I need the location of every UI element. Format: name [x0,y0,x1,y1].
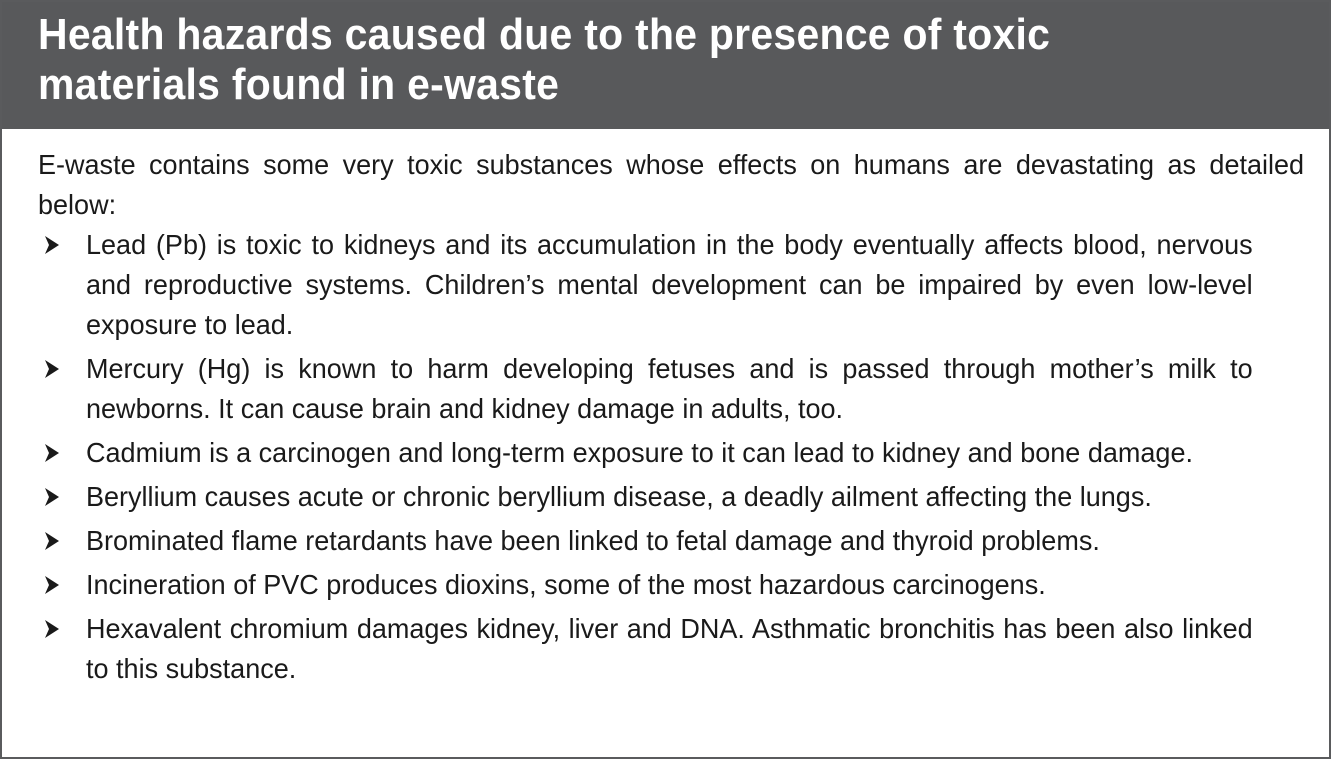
list-item-text: Incineration of PVC produces dioxins, some of the most hazardous carcinogens. [86,569,1046,600]
list-item [38,433,1295,473]
title-line-1: Health hazards caused due to the presence of toxic [38,10,1051,59]
list-item-text: Beryllium causes acute or chronic beryllium disease, a deadly ailment affecting the lungs. [86,481,1152,512]
box-title [38,10,1239,110]
arrow-bullet-icon [38,433,86,473]
arrow-bullet-icon [38,349,86,389]
box-content [2,129,1329,689]
list-item [38,565,1295,605]
list-item [38,477,1295,517]
list-item-text: Brominated flame retardants have been linked to fetal damage and thyroid problems. [86,525,1100,556]
list-item-text: Mercury (Hg) is known to harm developing fetuses and is passed through mother’s milk to newborns. It can cause brain and kidney damage in adults, too. [86,353,1253,424]
list-item-text: Cadmium is a carcinogen and long-term exposure to it can lead to kidney and bone damage. [86,437,1193,468]
arrow-bullet-icon [38,477,86,517]
list-item [38,521,1295,561]
list-item-text: Hexavalent chromium damages kidney, liver and DNA. Asthmatic bronchitis has been also linked to this substance. [86,613,1253,684]
arrow-bullet-icon [38,609,86,649]
intro-paragraph: E-waste contains some very toxic substances whose effects on humans are devastating as detailed below: [38,149,1305,220]
hazard-list [38,225,1295,689]
arrow-bullet-icon [38,225,86,265]
list-item [38,349,1295,429]
title-banner [2,2,1329,129]
list-item [38,609,1295,689]
arrow-bullet-icon [38,521,86,561]
title-line-2: materials found in e-waste [38,60,560,109]
list-item [38,225,1295,345]
arrow-bullet-icon [38,565,86,605]
list-item-text: Lead (Pb) is toxic to kidneys and its accumulation in the body eventually affects blood, nervous and reproductive systems. Children’s mental development can be impaired by even low-level exposure to lead. [86,229,1253,340]
